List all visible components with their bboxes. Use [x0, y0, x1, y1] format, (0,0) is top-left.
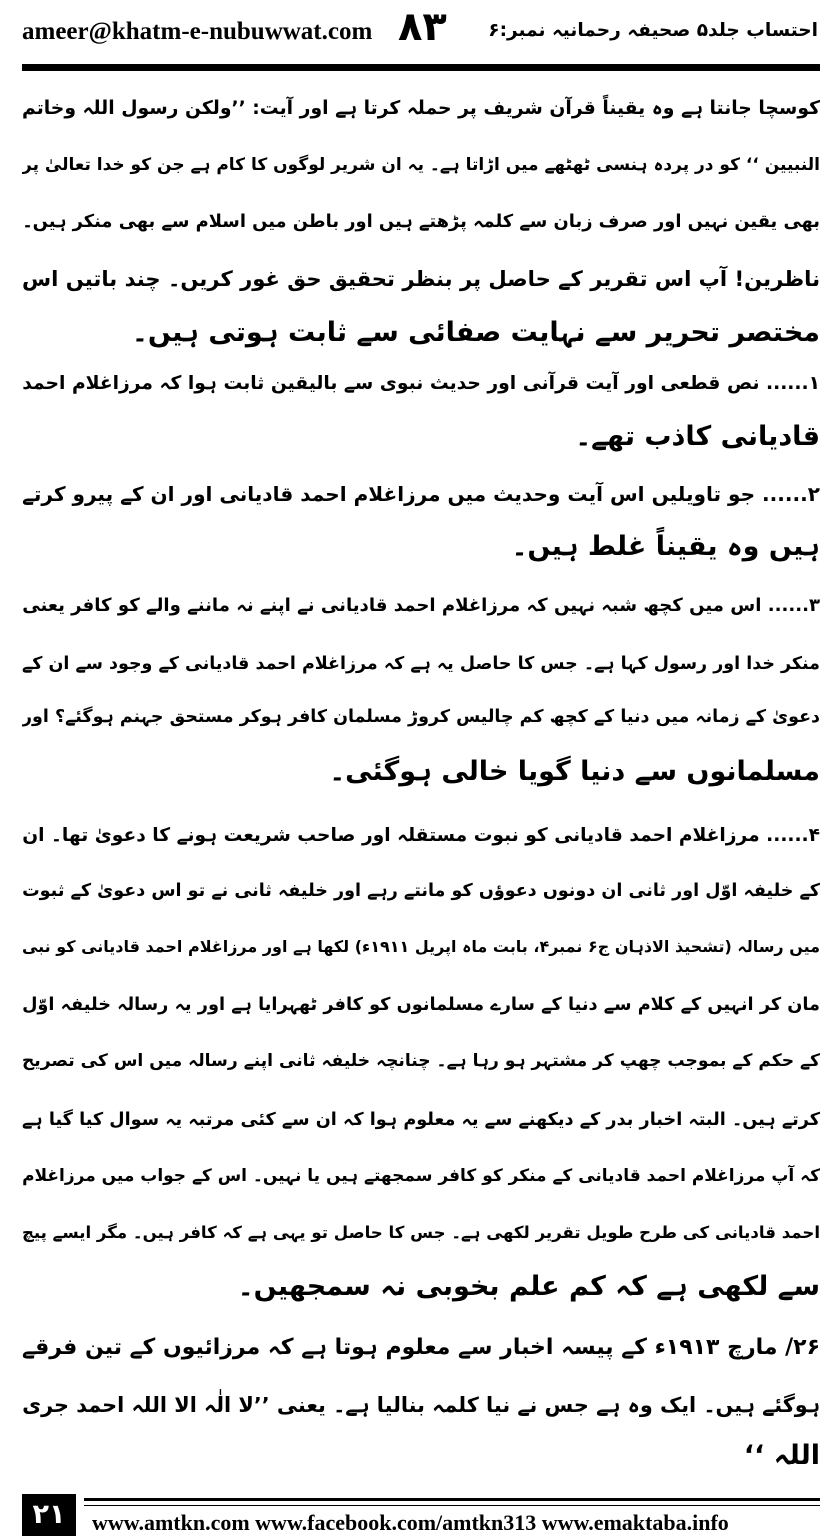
footer-rule — [84, 1498, 820, 1501]
body-line: کے حکم کے بموجب چھپ کر مشتہر ہو رہا ہے۔ چنانچہ خلیفہ ثانی اپنے رسالہ میں اس کی تصریح — [22, 1051, 820, 1071]
header-book-title: احتساب جلد۵ صحیفہ رحمانیہ نمبر:۶ — [488, 20, 818, 41]
body-line: کے خلیفہ اوّل اور ثانی ان دونوں دعوؤں کو مانتے رہے اور خلیفہ ثانی نے تو اس دعویٰ کے ثبوت — [22, 881, 820, 901]
footer-links: www.amtkn.com www.facebook.com/amtkn313 www.emaktaba.info — [92, 1510, 729, 1535]
body-line: ناظرین! آپ اس تقریر کے حاصل پر بنظر تحقیق حق غور کریں۔ چند باتیں اس — [22, 266, 820, 291]
footer-page-box: ۲۱ — [22, 1494, 76, 1536]
body-line: مسلمانوں سے دنیا گویا خالی ہوگئی۔ — [329, 756, 820, 787]
body-line: ۲...... جو تاویلیں اس آیت وحدیث میں مرزاغلام احمد قادیانی اور ان کے پیرو کرتے — [22, 482, 820, 506]
body-line: ۱...... نص قطعی اور آیت قرآنی اور حدیث نبوی سے بالیقین ثابت ہوا کہ مرزاغلام احمد — [22, 373, 820, 394]
body-line: منکر خدا اور رسول کہا ہے۔ جس کا حاصل یہ ہے کہ مرزاغلام احمد قادیانی کے وجود سے ان کے — [22, 654, 820, 674]
body-line: مختصر تحریر سے نہایت صفائی سے ثابت ہوتی ہیں۔ — [132, 317, 820, 348]
body-line: قادیانی کاذب تھے۔ — [575, 421, 820, 452]
footer-rule-thin — [84, 1505, 820, 1506]
body-line: مان کر انہیں کے کلام سے دنیا کے سارے مسلمانوں کو کافر ٹھہرایا ہے اور یہ رسالہ خلیفہ اوّل — [22, 995, 820, 1015]
header-page-number: ۸۳ — [398, 4, 447, 50]
body-line: کہ آپ مرزاغلام احمد قادیانی کے منکر کو کافر سمجھتے ہیں یا نہیں۔ اس کے جواب میں مرزاغلام — [22, 1166, 820, 1186]
body-line: ہوگئے ہیں۔ ایک وہ ہے جس نے نیا کلمہ بنالیا ہے۔ یعنی ’’لا الٰہ الا اللہ احمد جری — [22, 1393, 820, 1417]
body-line: کرتے ہیں۔ البتہ اخبار بدر کے دیکھنے سے یہ معلوم ہوا کہ ان سے کئی مرتبہ یہ سوال کیا گیا ہے — [22, 1110, 820, 1130]
body-line: سے لکھی ہے کہ کم علم بخوبی نہ سمجھیں۔ — [237, 1271, 820, 1302]
body-line: النبیین ‘‘ کو در پردہ ہنسی ٹھٹھے میں اڑاتا ہے۔ یہ ان شریر لوگوں کا کام ہے جن کو خدا تعالیٰ پر — [22, 155, 820, 175]
page-header — [0, 0, 840, 60]
body-line: ۴...... مرزاغلام احمد قادیانی کو نبوت مستقلہ اور صاحب شریعت ہونے کا دعویٰ تھا۔ ان — [22, 825, 820, 846]
header-rule — [22, 64, 820, 71]
body-line: دعویٰ کے زمانہ میں دنیا کے کچھ کم چالیس کروڑ مسلمان کافر ہوکر مستحق جہنم ہوگئے؟ اور — [22, 707, 820, 727]
body-line: اللہ ‘‘ — [743, 1440, 820, 1471]
body-line: ۲۶/ مارچ ۱۹۱۳ء کے پیسہ اخبار سے معلوم ہوتا ہے کہ مرزائیوں کے تین فرقے — [22, 1335, 820, 1360]
body-line: احمد قادیانی کی طرح طویل تقریر لکھی ہے۔ جس کا حاصل تو یہی ہے کہ کافر ہیں۔ مگر ایسے پیچ — [22, 1223, 820, 1242]
body-line: کوسچا جانتا ہے وہ یقیناً قرآن شریف پر حملہ کرتا ہے اور آیت: ’’ولکن رسول اللہ وخاتم — [22, 98, 820, 119]
page-footer — [0, 1494, 840, 1540]
body-line: بھی یقین نہیں اور صرف زبان سے کلمہ پڑھتے ہیں اور باطن میں اسلام سے بھی منکر ہیں۔ — [22, 211, 820, 232]
body-line: میں رسالہ (تشحیذ الاذہان ج۶ نمبر۴، بابت ماہ اپریل ۱۹۱۱ء) لکھا ہے اور مرزاغلام احمد قادیانی کو نبی — [22, 937, 820, 956]
page-body — [22, 82, 820, 1482]
body-line: ہیں وہ یقیناً غلط ہیں۔ — [511, 531, 820, 562]
header-email: ameer@khatm-e-nubuwwat.com — [22, 18, 373, 45]
body-line: ۳...... اس میں کچھ شبہ نہیں کہ مرزاغلام احمد قادیانی نے اپنے نہ ماننے والے کو کافر یعنی — [22, 595, 820, 616]
